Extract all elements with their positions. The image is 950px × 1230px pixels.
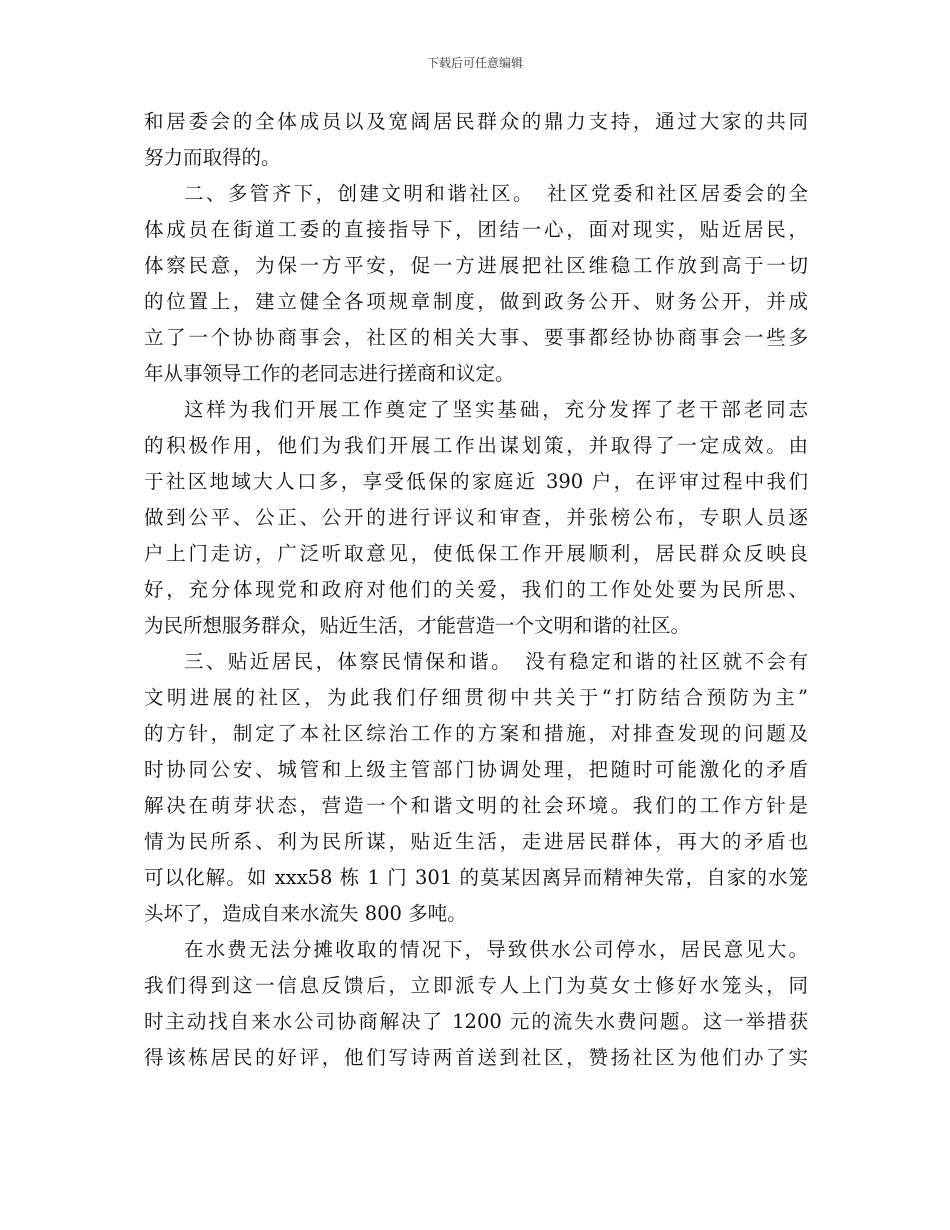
- text-line: 做到公平、公正、公开的进行评议和审查，并张榜公布，专职人员逐: [144, 506, 808, 529]
- text-line: 可以化解。如 xxx58 栋 1 门 301 的莫某因离异而精神失常，自家的水笼: [144, 866, 808, 889]
- text-line: 解决在萌芽状态，营造一个和谐文明的社会环境。我们的工作方针是: [144, 794, 808, 817]
- document-body: [144, 104, 808, 1076]
- text-line: 我们得到这一信息反馈后，立即派专人上门为莫女士修好水笼头，同: [144, 974, 808, 997]
- text-line: 文明进展的社区，为此我们仔细贯彻中共关于“打防结合预防为主”: [144, 686, 808, 709]
- text-line: 努力而取得的。: [144, 146, 281, 169]
- text-line: 于社区地域大人口多，享受低保的家庭近 390 户，在评审过程中我们: [144, 470, 808, 493]
- text-line: 头坏了，造成自来水流失 800 多吨。: [144, 902, 467, 925]
- text-line: 二、多管齐下，创建文明和谐社区。 社区党委和社区居委会的全: [184, 182, 808, 205]
- text-line: 的积极作用，他们为我们开展工作出谋划策，并取得了一定成效。由: [144, 434, 808, 457]
- text-line: 得该栋居民的好评，他们写诗两首送到社区，赞扬社区为他们办了实: [144, 1046, 808, 1069]
- text-line: 时主动找自来水公司协商解决了 1200 元的流失水费问题。这一举措获: [144, 1010, 808, 1033]
- text-line: 体成员在街道工委的直接指导下，团结一心，面对现实，贴近居民，: [144, 218, 808, 241]
- text-line: 好，充分体现党和政府对他们的关爱，我们的工作处处要为民所思、: [144, 578, 808, 601]
- text-line: 在水费无法分摊收取的情况下，导致供水公司停水，居民意见大。: [184, 938, 808, 961]
- text-line: 的方针，制定了本社区综治工作的方案和措施，对排查发现的问题及: [144, 722, 808, 745]
- text-line: 三、贴近居民，体察民情保和谐。 没有稳定和谐的社区就不会有: [184, 650, 808, 673]
- text-line: 时协同公安、城管和上级主管部门协调处理，把随时可能激化的矛盾: [144, 758, 808, 781]
- text-line: 和居委会的全体成员以及宽阔居民群众的鼎力支持，通过大家的共同: [144, 110, 808, 133]
- text-line: 的位置上，建立健全各项规章制度，做到政务公开、财务公开，并成: [144, 290, 808, 313]
- text-line: 情为民所系、利为民所谋，贴近生活，走进居民群体，再大的矛盾也: [144, 830, 808, 853]
- text-line: 年从事领导工作的老同志进行搓商和议定。: [144, 362, 515, 385]
- text-line: 为民所想服务群众，贴近生活，才能营造一个文明和谐的社区。: [144, 614, 691, 637]
- text-line: 立了一个协协商事会，社区的相关大事、要事都经协协商事会一些多: [144, 326, 808, 349]
- page-header: 下载后可任意编辑: [426, 56, 523, 70]
- text-line: 户上门走访，广泛听取意见，使低保工作开展顺利，居民群众反映良: [144, 542, 808, 565]
- text-line: 这样为我们开展工作奠定了坚实基础，充分发挥了老干部老同志: [184, 398, 808, 421]
- text-line: 体察民意，为保一方平安，促一方进展把社区维稳工作放到高于一切: [144, 254, 808, 277]
